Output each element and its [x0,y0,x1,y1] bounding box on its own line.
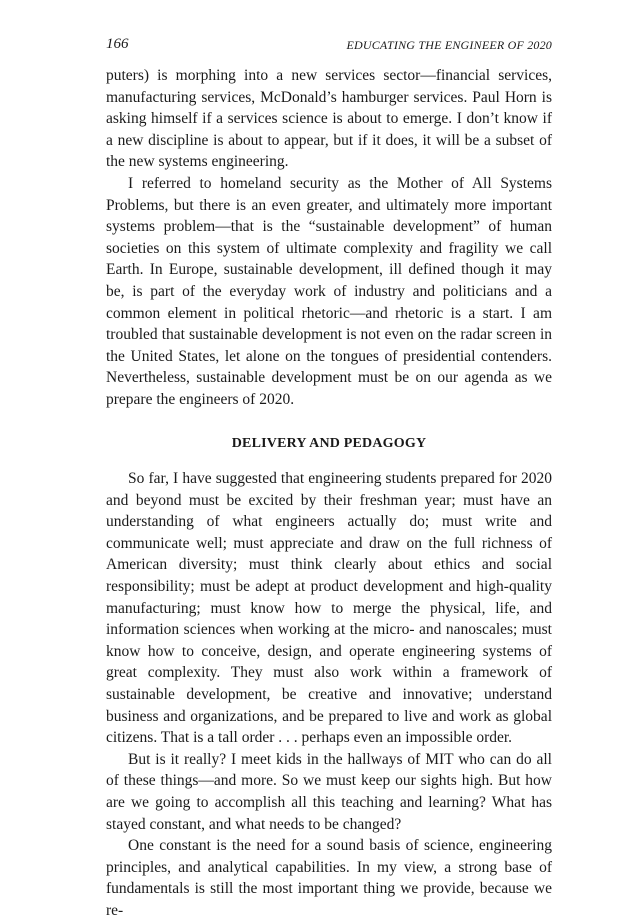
paragraph-fundamentals: One constant is the need for a sound basis of science, engineering principles, and analytical capabilities. In my view, a strong base of fundamentals is still the most important thing we provide, because we re- [106,837,552,919]
running-title: EDUCATING THE ENGINEER OF 2020 [346,38,552,52]
paragraph-student-requirements: So far, I have suggested that engineering students prepared for 2020 and beyond must be excited by their freshman year; must have an understanding of what engineers actually do; must write and communicate well; must appreciate and draw on the full richness of American diversity; must think clearly about ethics and social responsibility; must be adept at product development and high-quality manufacturing; must know how to merge the physical, life, and information sciences when working at the micro- and nanoscales; must know how to conceive, design, and operate engineering systems of great complexity. They must also work within a framework of sustainable development, be creative and innovative; understand business and organizations, and be prepared to live and work as global citizens. That is a tall order . . . perhaps even an impossible order. [106,470,552,747]
section-heading: DELIVERY AND PEDAGOGY [231,435,427,451]
paragraph-mit-kids: But is it really? I meet kids in the hallways of MIT who can do all of these things—and more. So we must keep our sights high. But how are we going to accomplish all this teaching and learning? What has stayed constant, and what needs to be changed? [106,750,552,833]
running-header [106,36,552,56]
paragraph-sustainable-development: I referred to homeland security as the Mother of All Systems Problems, but there is an even greater, and ultimately more important systems problem—that is the “sustainable development” of human societies on this system of ultimate complexity and fragility we call Earth. In Europe, sustainable development, ill defined though it may be, is part of the everyday work of industry and politicians and a common element in political rhetoric—and rhetoric is a start. I am troubled that sustainable development is not even on the radar screen in the United States, let alone on the tongues of presidential contenders. Nevertheless, sustainable development must be on our agenda as we prepare the engineers of 2020. [106,174,552,408]
paragraph-continued: puters) is morphing into a new services sector—financial services, manufacturing services, McDonald’s hamburger services. Paul Horn is asking himself if a services science is about to emerge. I don’t know if a new discipline is about to appear, but if it does, it will be a subset of the new systems engineering. [106,67,552,171]
page-number: 166 [106,36,129,52]
body-text [106,65,552,922]
